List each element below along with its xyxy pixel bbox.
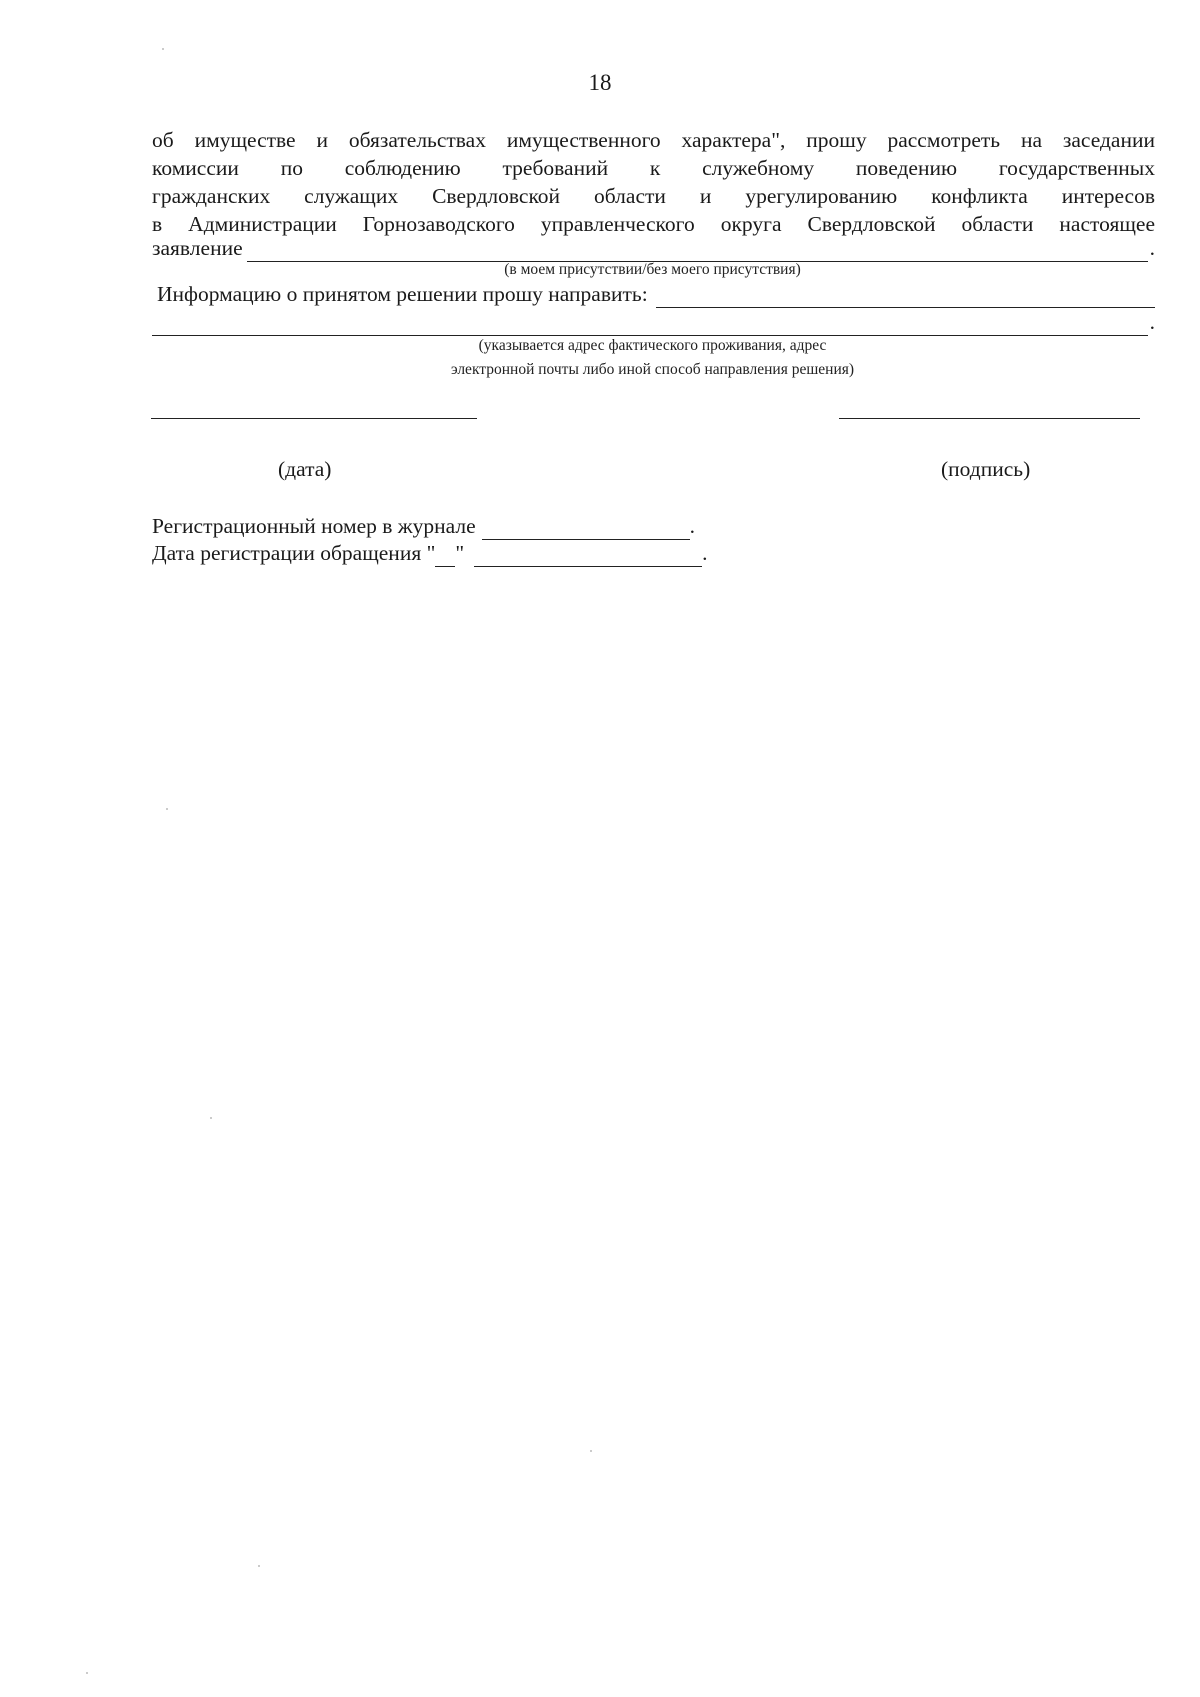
info-request-label: Информацию о принятом решении прошу направить: (157, 282, 648, 306)
scan-speck (590, 1450, 592, 1452)
info-request-end-dot: . (1149, 310, 1155, 334)
info-request-blank-line[interactable] (656, 287, 1155, 308)
paragraph-line: комиссии по соблюдению требований к служебному поведению государственных (152, 156, 1155, 180)
info-request-continuation-row (152, 308, 1155, 336)
registration-date-blank[interactable] (474, 546, 702, 567)
statement-label: заявление (152, 236, 243, 260)
statement-end-dot: . (1149, 236, 1155, 260)
registration-date-quote-close: " (455, 541, 465, 565)
signature-blank-line[interactable] (839, 418, 1140, 419)
registration-journal-end: . (689, 514, 696, 538)
registration-journal-row (152, 512, 695, 540)
presence-hint: (в моем присутствии/без моего присутствия) (504, 261, 801, 278)
page-number: 18 (588, 70, 612, 95)
paragraph-line: об имуществе и обязательствах имущественного характера", прошу рассмотреть на заседании (152, 128, 1155, 152)
registration-date-end: . (702, 541, 708, 565)
paragraph-line: в Администрации Горнозаводского управленческого округа Свердловской области настоящее (152, 212, 1155, 236)
info-request-blank-line-2[interactable] (152, 315, 1148, 336)
registration-date-row (152, 539, 708, 567)
scan-speck (162, 48, 164, 50)
date-label: (дата) (278, 457, 332, 481)
paragraph-line: гражданских служащих Свердловской области и урегулированию конфликта интересов (152, 184, 1155, 208)
address-hint-line-2: электронной почты либо иной способ направления решения) (450, 361, 855, 378)
scan-speck (166, 808, 168, 810)
address-hint-line-1: (указывается адрес фактического проживания, адрес (478, 337, 827, 354)
scan-speck (86, 1672, 88, 1674)
scan-speck (210, 1117, 212, 1119)
registration-journal-label: Регистрационный номер в журнале (152, 514, 476, 538)
scan-speck (258, 1565, 260, 1567)
paragraph (152, 126, 1155, 238)
signature-label: (подпись) (941, 457, 1031, 481)
info-request-row (157, 280, 1155, 308)
registration-date-label: Дата регистрации обращения " (152, 541, 436, 565)
registration-number-blank[interactable] (482, 519, 690, 540)
date-blank-line[interactable] (151, 418, 477, 419)
registration-day-blank[interactable] (435, 546, 455, 567)
